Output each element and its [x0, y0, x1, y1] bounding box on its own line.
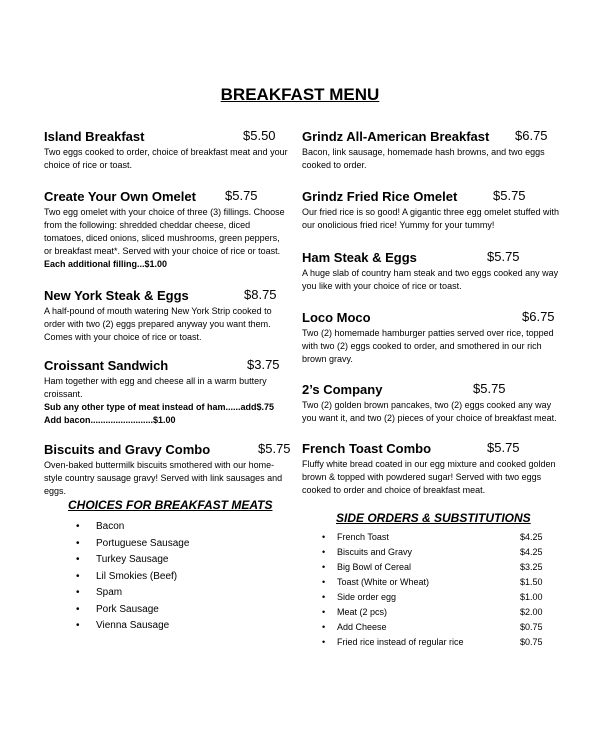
menu-item — [302, 249, 564, 293]
menu-item — [302, 128, 564, 172]
side-name: Toast (White or Wheat) — [337, 577, 430, 587]
bullet-icon: • — [76, 554, 80, 565]
menu-item — [302, 381, 564, 425]
side-price: $3.25 — [520, 562, 543, 572]
item-name: Croissant Sandwich — [44, 358, 169, 373]
item-description: Ham together with egg and cheese all in a warm buttery croissant. — [44, 376, 267, 399]
side-name: French Toast — [337, 532, 389, 542]
item-extra — [44, 401, 288, 414]
list-item — [322, 620, 556, 635]
meats-title: CHOICES FOR BREAKFAST MEATS — [68, 498, 273, 512]
list-item — [68, 519, 298, 536]
extra-price: $.75 — [256, 402, 275, 412]
list-item — [322, 605, 556, 620]
menu-item — [44, 128, 288, 172]
item-description: A huge slab of country ham steak and two eggs cooked any way you like with your choice of rice or toast. — [302, 268, 559, 291]
item-name: Grindz All-American Breakfast — [302, 129, 490, 144]
item-description: Fluffy white bread coated in our egg mixture and cooked golden brown & topped with powdered sugar! Served with two eggs cooked to order and choice of breakfast meat. — [302, 459, 556, 495]
meat-label: Spam — [96, 587, 123, 598]
side-name: Side order egg — [337, 592, 397, 602]
menu-item — [302, 440, 564, 497]
item-description: Two (2) golden brown pancakes, two (2) eggs cooked any way you want it, and two (2) pieces of your choice of breakfast meat. — [302, 400, 557, 423]
item-description: Oven-baked buttermilk biscuits smothered with our home-style country sausage gravy! Served with link sausages and eggs. — [44, 460, 283, 496]
side-name: Fried rice instead of regular rice — [337, 637, 464, 647]
side-price: $4.25 — [520, 547, 543, 557]
side-price: $1.00 — [520, 592, 543, 602]
list-item — [68, 569, 298, 586]
item-price: $6.75 — [522, 309, 555, 324]
extra-price: $1.00 — [153, 415, 176, 425]
item-price: $5.75 — [473, 381, 506, 396]
item-price: $3.75 — [247, 357, 280, 372]
item-description: A half-pound of mouth watering New York Strip cooked to order with two (2) eggs prepared anyway you want them. Comes with your choice of rice or toast. — [44, 306, 272, 342]
bullet-icon: • — [322, 607, 326, 617]
item-name: Grindz Fried Rice Omelet — [302, 189, 458, 204]
menu-title: BREAKFAST MENU — [220, 85, 380, 104]
bullet-icon: • — [322, 562, 326, 572]
list-item — [322, 560, 556, 575]
item-price: $5.75 — [487, 440, 520, 455]
breakfast-meats-section — [68, 498, 298, 635]
meat-label: Lil Smokies (Beef) — [96, 570, 178, 582]
menu-item — [44, 441, 291, 498]
bullet-icon: • — [322, 577, 326, 587]
bullet-icon: • — [322, 532, 326, 542]
item-name: Island Breakfast — [44, 129, 145, 144]
list-item — [322, 545, 556, 560]
side-name: Add Cheese — [337, 622, 387, 632]
bullet-icon: • — [76, 620, 80, 631]
menu-item — [44, 188, 288, 271]
bullet-icon: • — [76, 570, 80, 582]
bullet-icon: • — [322, 637, 326, 647]
meats-list — [68, 519, 298, 635]
extra-label: Add bacon......................... — [44, 415, 154, 425]
list-item — [322, 590, 556, 605]
item-price: $5.75 — [225, 188, 258, 203]
item-name: Ham Steak & Eggs — [302, 250, 417, 265]
side-name: Big Bowl of Cereal — [337, 562, 412, 572]
bullet-icon: • — [322, 592, 326, 602]
item-name: Biscuits and Gravy Combo — [44, 442, 211, 457]
item-price: $5.75 — [493, 188, 526, 203]
extra-label: Each additional filling...$1.00 — [44, 259, 168, 269]
bullet-icon: • — [76, 603, 80, 615]
side-name: Meat (2 pcs) — [337, 607, 388, 617]
item-price: $5.75 — [258, 441, 291, 456]
menu-item — [44, 357, 288, 427]
side-orders-section — [322, 511, 556, 650]
meat-label: Turkey Sausage — [96, 554, 169, 565]
list-item — [68, 602, 298, 619]
side-price: $4.25 — [520, 532, 543, 542]
item-name: Create Your Own Omelet — [44, 189, 196, 204]
menu-item — [302, 188, 564, 232]
item-name: French Toast Combo — [302, 441, 432, 456]
side-price: $2.00 — [520, 607, 543, 617]
item-name: New York Steak & Eggs — [44, 288, 189, 303]
item-price: $5.50 — [243, 128, 276, 143]
extra-label: Sub any other type of meat instead of ham......add — [44, 402, 257, 412]
bullet-icon: • — [76, 587, 80, 598]
bullet-icon: • — [76, 537, 80, 549]
list-item — [68, 536, 298, 553]
item-name: Loco Moco — [302, 310, 371, 325]
bullet-icon: • — [322, 622, 326, 632]
meat-label: Bacon — [96, 521, 125, 532]
bullet-icon: • — [322, 547, 326, 557]
list-item — [322, 575, 556, 590]
item-name: 2’s Company — [302, 382, 383, 397]
item-price: $8.75 — [244, 287, 277, 302]
side-price: $1.50 — [520, 577, 543, 587]
sides-title: SIDE ORDERS & SUBSTITUTIONS — [336, 511, 531, 525]
item-description: Bacon, link sausage, homemade hash browns, and two eggs cooked to order. — [302, 147, 545, 170]
bullet-icon: • — [76, 521, 80, 532]
list-item — [68, 585, 298, 602]
item-description: Two (2) homemade hamburger patties served over rice, topped with two (2) eggs cooked to order, and smothered in our rich brown gravy. — [302, 328, 554, 364]
meat-label: Vienna Sausage — [96, 620, 170, 631]
meat-label: Portuguese Sausage — [96, 537, 190, 549]
side-price: $0.75 — [520, 622, 543, 632]
right-column — [302, 128, 564, 511]
list-item — [68, 618, 298, 635]
left-column — [44, 128, 291, 512]
item-extra — [44, 414, 288, 427]
item-price: $6.75 — [515, 128, 548, 143]
item-price: $5.75 — [487, 249, 520, 264]
item-description: Two eggs cooked to order, choice of breakfast meat and your choice of rice or toast. — [44, 147, 288, 170]
sides-list — [322, 530, 556, 650]
side-price: $0.75 — [520, 637, 543, 647]
meat-label: Pork Sausage — [96, 603, 159, 615]
item-description: Our fried rice is so good! A gigantic three egg omelet stuffed with our onolicious fried rice! Yummy for your tummy! — [302, 207, 559, 230]
list-item — [322, 635, 556, 650]
menu-item — [44, 287, 288, 344]
side-name: Biscuits and Gravy — [337, 547, 413, 557]
list-item — [322, 530, 556, 545]
menu-item — [302, 309, 564, 366]
list-item — [68, 552, 298, 569]
item-description: Two egg omelet with your choice of three (3) fillings. Choose from the following: shredded cheddar cheese, diced tomatoes, diced onions, sliced mushrooms, green peppers, or breakfast meat*. Served with your choice of rice or toast. — [44, 207, 285, 256]
item-extra — [44, 258, 288, 271]
